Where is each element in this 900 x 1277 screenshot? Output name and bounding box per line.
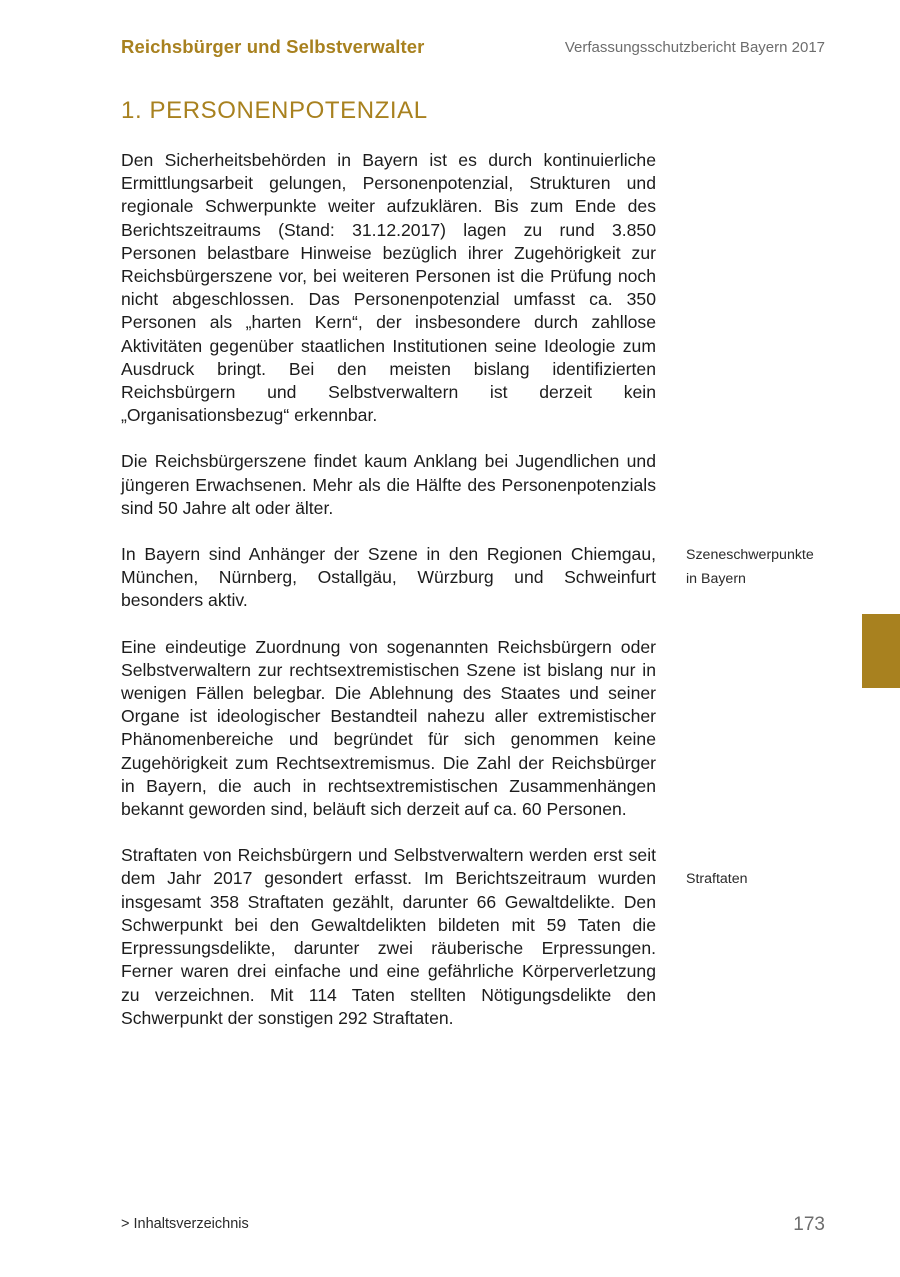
margin-note-straftaten xyxy=(686,868,846,892)
table-of-contents-link[interactable]: > Inhaltsverzeichnis xyxy=(121,1216,249,1232)
margin-note-line: Straftaten xyxy=(686,871,748,887)
margin-note-line: in Bayern xyxy=(686,570,746,587)
body-text xyxy=(121,149,656,1030)
paragraph-straftaten: Straftaten von Reichsbürgern und Selbstverwaltern werden erst seit dem Jahr 2017 gesondert erfasst. Im Berichtszeitraum wurden insgesamt 358 Straftaten gezählt, darunter 66 Gewaltdelikte. Den Schwerpunkt bei den Gewaltdelikten bildeten mit 59 Taten die Erpressungsdelikte, darunter zwei räuberische Erpressungen. Ferner waren drei einfache und eine gefährliche Körperverletzung zu verzeichnen. Mit 114 Taten stellten Nötigungsdelikte den Schwerpunkt der sonstigen 292 Straftaten. xyxy=(121,845,656,1028)
section-title: Reichsbürger und Selbstverwalter xyxy=(121,36,425,57)
paragraph-altersstruktur: Die Reichsbürgerszene findet kaum Anklang bei Jugendlichen und jüngeren Erwachsenen. Mehr als die Hälfte des Personenpotenzials sind 50 Jahre alt oder älter. xyxy=(121,451,656,518)
margin-note-szeneschwerpunkte xyxy=(686,544,846,591)
margin-note-line: Szeneschwerpunkte xyxy=(686,547,814,563)
paragraph-rechtsextremismus: Eine eindeutige Zuordnung von sogenannten Reichsbürgern oder Selbstverwaltern zur rechtsextremistischen Szene ist bislang nur in wenigen Fällen belegbar. Die Ablehnung des Staates und seiner Organe ist ideologischer Bestandteil nahezu aller extremistischer Phänomenbereiche und begründet für sich genommen keine Zugehörigkeit zum Rechtsextremismus. Die Zahl der Reichsbürger in Bayern, die auch in rechtsextremistischen Zusammenhängen bekannt geworden sind, beläuft sich derzeit auf ca. 60 Personen. xyxy=(121,636,656,820)
paragraph-personenpotenzial: Den Sicherheitsbehörden in Bayern ist es durch kontinuierliche Ermittlungsarbeit gelungen, Personenpotenzial, Strukturen und regionale Schwerpunkte weiter aufzuklären. Bis zum Ende des Berichtszeitraums (Stand: 31.12.2017) lagen zu rund 3.850 Personen belastbare Hinweise bezüglich ihrer Zugehörigkeit zur Reichsbürgerszene vor, bei weiteren Personen ist die Prüfung noch nicht abgeschlossen. Das Personenpotenzial umfasst ca. 350 Personen als „harten Kern“, der insbesondere durch zahllose Aktivitäten gegenüber staatlichen Institutionen seine Ideologie zum Ausdruck bringt. Bei den meisten bislang identifizierten Reichsbürgern und Selbstverwaltern ist derzeit kein „Organisationsbezug“ erkennbar. xyxy=(121,150,656,426)
report-title: Verfassungsschutzbericht Bayern 2017 xyxy=(564,39,825,56)
page-number: 173 xyxy=(793,1214,825,1235)
page-title: 1. PERSONENPOTENZIAL xyxy=(121,97,428,124)
paragraph-szeneschwerpunkte: In Bayern sind Anhänger der Szene in den Regionen Chiemgau, München, Nürnberg, Ostallgäu, Würzburg und Schweinfurt besonders aktiv. xyxy=(121,544,656,611)
chapter-tab-marker xyxy=(862,614,900,688)
